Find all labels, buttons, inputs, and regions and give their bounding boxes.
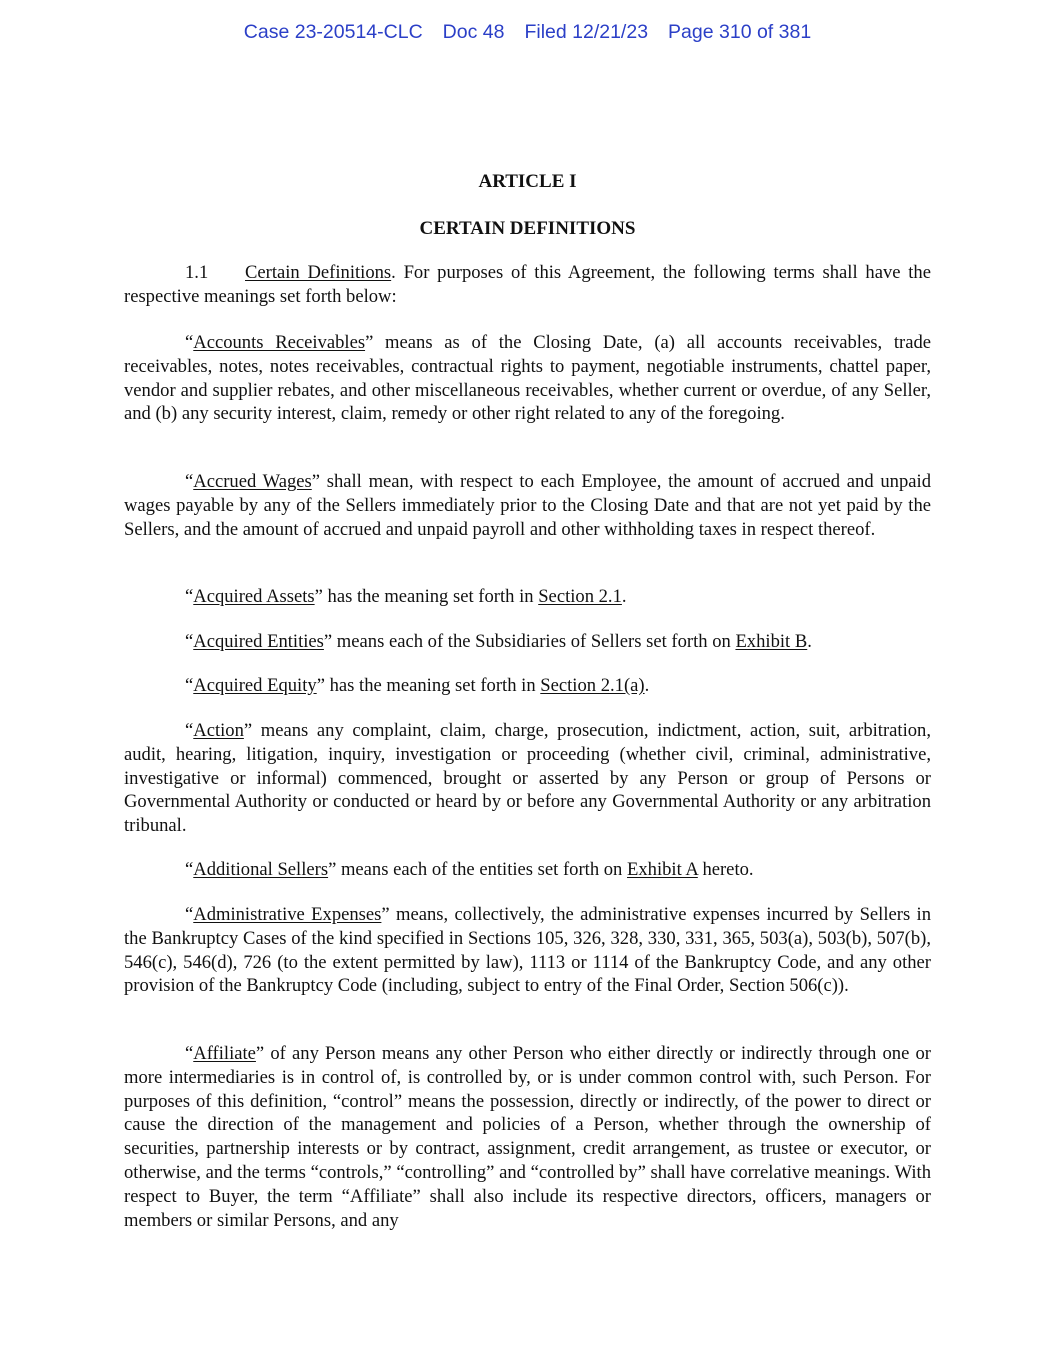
definition-text: ” shall mean, with respect to each Employee, the amount of accrued and unpaid wages payable by any of the Sellers immediately prior to the Closing Date and that are not yet paid by the Sellers, and the amount of accrued and unpaid payroll and other withholding taxes in respect thereof.	[124, 471, 931, 540]
definition-term: Administrative Expenses	[193, 904, 382, 925]
filed-date: Filed 12/21/23	[524, 21, 649, 43]
definition-text: ” means each of the Subsidiaries of Sellers set forth on	[323, 631, 736, 652]
definition-term: Accrued Wages	[193, 471, 312, 492]
section-1-1-paragraph	[124, 261, 931, 309]
definition-tail: .	[807, 631, 812, 652]
article-title: ARTICLE I	[478, 171, 577, 192]
definition-paragraph: “Accrued Wages” shall mean, with respect to each Employee, the amount of accrued and unpaid wages payable by any of the Sellers immediately prior to the Closing Date and that are not yet paid by the Sellers, and the amount of accrued and unpaid payroll and other withholding taxes in respect thereof.	[124, 471, 931, 540]
definition-term: Action	[193, 720, 244, 741]
definition-tail: .	[644, 675, 650, 696]
cross-reference: Section 2.1	[538, 586, 622, 607]
article-subtitle: CERTAIN DEFINITIONS	[419, 218, 636, 239]
page-number: Page 310 of 381	[668, 21, 812, 43]
definition-term: Affiliate	[193, 1043, 256, 1064]
cross-reference: Section 2.1(a)	[540, 675, 645, 696]
definition-term: Acquired Equity	[193, 675, 317, 696]
definition-paragraph: “Additional Sellers” means each of the entities set forth on Exhibit A hereto.	[185, 859, 754, 880]
section-number: 1.1	[185, 262, 209, 283]
definition-paragraph: “Acquired Entities” means each of the Subsidiaries of Sellers set forth on Exhibit B.	[185, 631, 812, 652]
definition-paragraph: “Accounts Receivables” means as of the Closing Date, (a) all accounts receivables, trade receivables, notes, notes receivables, contractual rights to payment, negotiable instruments, chattel paper, vendor and supplier rebates, and other miscellaneous receivables, whether current or overdue, of any Seller, and (b) any security interest, claim, remedy or other right related to any of the foregoing.	[124, 332, 931, 425]
definition-tail: hereto.	[697, 859, 754, 880]
definition-term: Acquired Entities	[193, 631, 324, 652]
case-number: Case 23-20514-CLC	[243, 21, 423, 43]
definition-text: ” means each of the entities set forth on	[328, 859, 628, 880]
definition-term: Acquired Assets	[193, 586, 315, 607]
doc-number: Doc 48	[442, 21, 505, 43]
definition-text: ” of any Person means any other Person who either directly or indirectly through one or more intermediaries is in control of, is controlled by, or is under common control with, such Person. For purposes of this definition, “control” means the possession, directly or indirectly, of the power to direct or cause the direction of the management and policies of a Person, whether through the ownership of securities, partnership interests or by contract, assignment, credit arrangement, as trustee or executor, or otherwise, and the terms “controls,” “controlling” and “controlled by” shall have correlative meanings. With respect to Buyer, the term “Affiliate” shall also include its respective directors, officers, managers or members or similar Persons, and any	[124, 1043, 931, 1231]
court-filing-header	[0, 19, 1055, 45]
definition-text: ” has the meaning set forth in	[314, 586, 539, 607]
definition-term: Accounts Receivables	[193, 332, 366, 353]
definition-text: ” has the meaning set forth in	[316, 675, 541, 696]
definition-paragraph: “Affiliate” of any Person means any other Person who either directly or indirectly through one or more intermediaries is in control of, is controlled by, or is under common control with, such Person. For purposes of this definition, “control” means the possession, directly or indirectly, of the power to direct or cause the direction of the management and policies of a Person, whether through the ownership of securities, partnership interests or by contract, assignment, credit arrangement, as trustee or executor, or otherwise, and the terms “controls,” “controlling” and “controlled by” shall have correlative meanings. With respect to Buyer, the term “Affiliate” shall also include its respective directors, officers, managers or members or similar Persons, and any	[124, 1043, 931, 1231]
cross-reference: Exhibit B	[735, 631, 808, 652]
definition-paragraph: “Acquired Equity” has the meaning set forth in Section 2.1(a).	[185, 675, 650, 696]
section-title: Certain Definitions	[245, 262, 392, 283]
cross-reference: Exhibit A	[627, 859, 698, 880]
definition-paragraph: “Action” means any complaint, claim, charge, prosecution, indictment, action, suit, arbitration, audit, hearing, litigation, inquiry, investigation or proceeding (whether civil, criminal, administrative, investigative or informal) commenced, brought or asserted by any Person or group of Persons or Governmental Authority or conducted or heard by or before any Governmental Authority or any arbitration tribunal.	[124, 720, 931, 837]
definition-tail: .	[621, 586, 627, 607]
definition-paragraph: “Administrative Expenses” means, collectively, the administrative expenses incurred by Sellers in the Bankruptcy Cases of the kind specified in Sections 105, 326, 328, 330, 331, 365, 503(a), 503(b), 507(b), 546(c), 546(d), 726 (to the extent permitted by law), 1113 or 1114 of the Bankruptcy Code, and any other provision of the Bankruptcy Code (including, subject to entry of the Final Order, Section 506(c)).	[124, 904, 932, 997]
definition-term: Additional Sellers	[193, 859, 329, 880]
definition-paragraph: “Acquired Assets” has the meaning set forth in Section 2.1.	[185, 586, 627, 607]
definition-text: ” means, collectively, the administrative expenses incurred by Sellers in the Bankruptcy Cases of the kind specified in Sections 105, 326, 328, 330, 331, 365, 503(a), 503(b), 507(b), 546(c), 546(d), 726 (to the extent permitted by law), 1113 or 1114 of the Bankruptcy Code, and any other provision of the Bankruptcy Code (including, subject to entry of the Final Order, Section 506(c)).	[124, 904, 932, 997]
section-text: . For purposes of this Agreement, the following terms shall have the respective meanings set forth below:	[124, 262, 931, 307]
definition-text: ” means any complaint, claim, charge, prosecution, indictment, action, suit, arbitration, audit, hearing, litigation, inquiry, investigation or proceeding (whether civil, criminal, administrative, investigative or informal) commenced, brought or asserted by any Person or group of Persons or Governmental Authority or conducted or heard by or before any Governmental Authority or any arbitration tribunal.	[124, 720, 931, 837]
definition-text: ” means as of the Closing Date, (a) all accounts receivables, trade receivables, notes, notes receivables, contractual rights to payment, negotiable instruments, chattel paper, vendor and supplier rebates, and other miscellaneous receivables, whether current or overdue, of any Seller, and (b) any security interest, claim, remedy or other right related to any of the foregoing.	[124, 332, 931, 425]
